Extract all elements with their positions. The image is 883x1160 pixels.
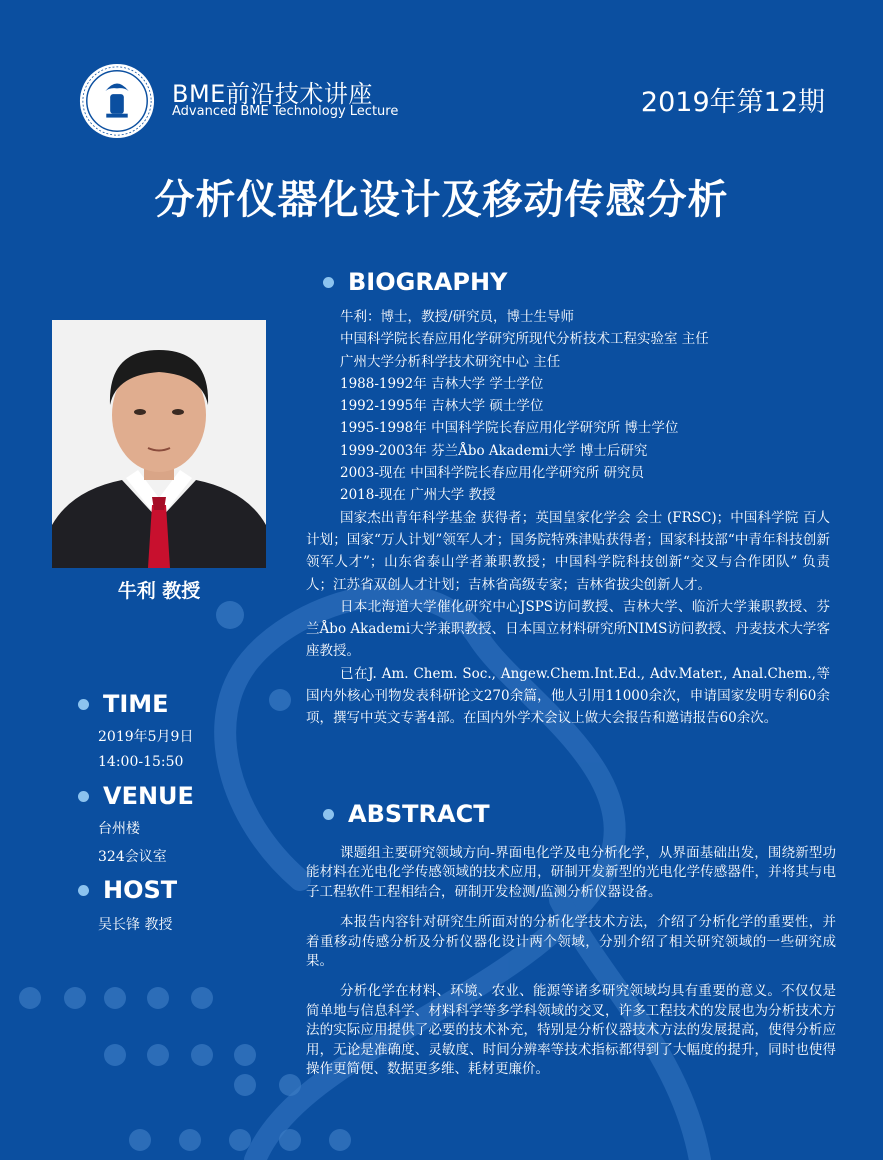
bio-paragraph: 国家杰出青年科学基金 获得者；英国皇家化学会 会士 (FRSC)；中国科学院 百人计划；国家“万人计划”领军人才；国务院特殊津贴获得者；国家科技部“中青年科技创新领军人才”；山东省泰山学者兼职教授；中国科学院科技创新“交叉与合作团队” 负责人；江苏省双创人才计划；吉林省高级专家；吉林省拔尖创新人才。 bbox=[306, 509, 830, 593]
host-name: 吴长锋 教授 bbox=[98, 917, 173, 933]
issue-number: 2019年第12期 bbox=[640, 87, 825, 118]
bio-line: 1995-1998年 中国科学院长春应用化学研究所 博士学位 bbox=[340, 420, 679, 437]
venue-building: 台州楼 bbox=[98, 821, 140, 837]
time-heading-label: TIME bbox=[103, 690, 169, 718]
circle-bullet-icon bbox=[78, 791, 89, 802]
speaker-name: 牛利 教授 bbox=[117, 580, 201, 602]
abstract-heading-label: ABSTRACT bbox=[348, 800, 490, 828]
abstract-paragraph: 分析化学在材料、环境、农业、能源等诸多研究领域均具有重要的意义。不仅仅是简单地与信息科学、材料科学等多学科领域的交叉，许多工程技术的发展也为分析技术方法的实际应用提供了必要的技术补充，特别是分析仪器技术方法的发展提高，使得分析应用，无论是准确度、灵敏度、时间分辨率等技术指标都得到了大幅度的提升，同时也使得操作更简便、数据更多维、耗材更廉价。 bbox=[306, 983, 836, 1078]
circle-bullet-icon bbox=[323, 809, 334, 820]
bio-paragraph: 日本北海道大学催化研究中心JSPS访问教授、吉林大学、临沂大学兼职教授、芬兰Åbo Akademi大学兼职教授、日本国立材料研究所NIMS访问教授、丹麦技术大学客座教授。 bbox=[306, 598, 830, 660]
circle-bullet-icon bbox=[78, 885, 89, 896]
event-date: 2019年5月9日 bbox=[98, 729, 194, 745]
biography-heading-label: BIOGRAPHY bbox=[348, 268, 508, 296]
venue-heading bbox=[78, 782, 194, 810]
host-heading-label: HOST bbox=[103, 876, 178, 904]
bio-line: 牛利：博士，教授/研究员，博士生导师 bbox=[340, 309, 575, 325]
bio-line: 2003-现在 中国科学院长春应用化学研究所 研究员 bbox=[340, 465, 644, 482]
abstract-paragraph: 课题组主要研究领域方向-界面电化学及电分析化学，从界面基础出发，围绕新型功能材料在光电化学传感领域的技术应用，研制开发新型的光电化学传感器件，并将其与电子工程软件工程相结合，研制开发检测/监测分析仪器设备。 bbox=[306, 845, 836, 900]
venue-heading-label: VENUE bbox=[103, 782, 194, 810]
bio-paragraph: 已在J. Am. Chem. Soc., Angew.Chem.Int.Ed., Adv.Mater., Anal.Chem.,等国内外核心刊物发表科研论文270余篇，他人引用11000余次，申请国家发明专利60余项，撰写中英文专著4部。在国内外学术会议上做大会报告和邀请报告60余次。 bbox=[306, 665, 830, 727]
circle-bullet-icon bbox=[323, 277, 334, 288]
abstract-heading bbox=[323, 800, 490, 828]
abstract-paragraph: 本报告内容针对研究生所面对的分析化学技术方法，介绍了分析化学的重要性，并着重移动传感分析及分析仪器化设计两个领域，分别介绍了相关研究领域的一些研究成果。 bbox=[306, 914, 836, 970]
bio-line: 1999-2003年 芬兰Åbo Akademi大学 博士后研究 bbox=[340, 442, 648, 459]
page-title: 分析仪器化设计及移动传感分析 bbox=[154, 177, 729, 223]
series-title-cn: BME前沿技术讲座 bbox=[172, 80, 373, 108]
series-title-en: Advanced BME Technology Lecture bbox=[172, 104, 399, 119]
venue-room: 324会议室 bbox=[98, 849, 167, 865]
host-heading bbox=[78, 876, 177, 904]
bio-line: 2018-现在 广州大学 教授 bbox=[340, 487, 496, 504]
abstract-text bbox=[306, 844, 836, 1090]
speaker-photo bbox=[52, 320, 266, 568]
circle-bullet-icon bbox=[78, 699, 89, 710]
biography-text bbox=[306, 306, 830, 730]
biography-heading bbox=[323, 268, 507, 296]
bio-line: 1988-1992年 吉林大学 学士学位 bbox=[340, 375, 544, 392]
event-time: 14:00-15:50 bbox=[98, 754, 184, 770]
bio-line: 1992-1995年 吉林大学 硕士学位 bbox=[340, 398, 544, 415]
decorative-dots bbox=[19, 601, 351, 1151]
bio-line: 中国科学院长春应用化学研究所现代分析技术工程实验室 主任 bbox=[340, 331, 709, 348]
time-heading bbox=[78, 690, 169, 718]
bio-line: 广州大学分析科学技术研究中心 主任 bbox=[340, 353, 561, 370]
university-emblem-icon bbox=[78, 62, 156, 140]
